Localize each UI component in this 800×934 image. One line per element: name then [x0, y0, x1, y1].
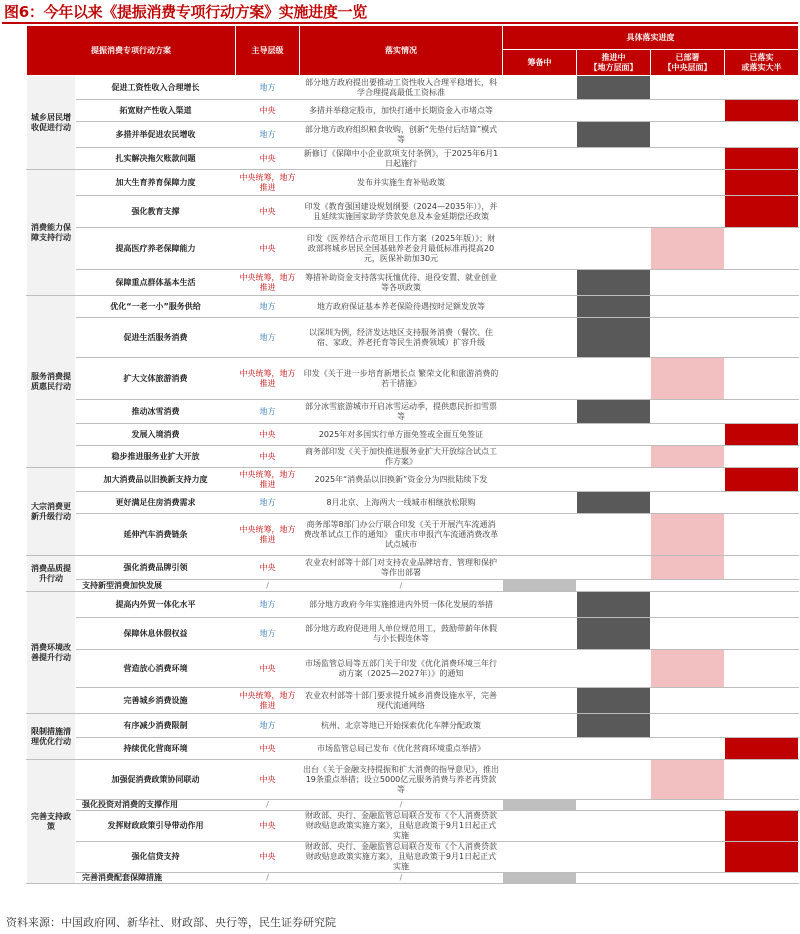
- table-row: [27, 100, 799, 122]
- progress-cell-stage-1: [577, 811, 651, 842]
- measure-cell: 多措并举促进农民增收: [76, 122, 236, 148]
- measure-cell: 促进工资性收入合理增长: [76, 76, 236, 100]
- lead-level-cell: 地方: [236, 296, 300, 318]
- table-row: [27, 592, 799, 618]
- progress-cell-stage-2: [651, 811, 725, 842]
- table-row: [27, 618, 799, 650]
- progress-cell-stage-1: [577, 842, 651, 873]
- progress-cell-stage-0: [503, 811, 577, 842]
- measure-cell: 强化信贷支持: [76, 842, 236, 873]
- header-stage-local: 推进中 【地方层面】: [577, 50, 651, 76]
- lead-level-cell: 中央统筹，地方推进: [236, 170, 300, 196]
- header-stage-preparing: 筹备中: [503, 50, 577, 76]
- progress-cell-stage-0: [503, 468, 577, 492]
- progress-cell-stage-2: [651, 556, 725, 580]
- progress-cell-stage-1: [577, 800, 651, 811]
- table-row: [27, 446, 799, 468]
- progress-cell-stage-1: [577, 122, 651, 148]
- status-cell: 农业农村部等十部门要求提升城乡消费设施水平，完善现代流通网络: [300, 688, 503, 714]
- progress-cell-stage-1: [577, 468, 651, 492]
- table-row: [27, 468, 799, 492]
- progress-cell-stage-3: [725, 148, 799, 170]
- header-status: 落实情况: [300, 26, 503, 76]
- progress-cell-stage-1: [577, 492, 651, 514]
- lead-level-cell: 中央: [236, 100, 300, 122]
- progress-cell-stage-1: [577, 514, 651, 556]
- progress-cell-stage-1: [577, 196, 651, 228]
- progress-cell-stage-3: [725, 800, 799, 811]
- progress-cell-stage-3: [725, 296, 799, 318]
- progress-cell-stage-0: [503, 650, 577, 688]
- measure-cell: 有序减少消费限制: [76, 714, 236, 738]
- measure-cell: 完善消费配套保障措施: [76, 873, 236, 884]
- status-cell: 部分地方政府今年实施推进内外贸一体化发展的举措: [300, 592, 503, 618]
- status-cell: 多措并举稳定股市，加快打通中长期资金入市堵点等: [300, 100, 503, 122]
- status-cell: 以深圳为例，经济发达地区支持服务消费（餐饮、住宿、家政、养老托育等民生消费领域）扩容升级: [300, 318, 503, 358]
- progress-cell-stage-0: [503, 400, 577, 424]
- lead-level-cell: 中央统筹，地方推进: [236, 514, 300, 556]
- progress-cell-stage-2: [651, 424, 725, 446]
- table-row: [27, 556, 799, 580]
- progress-cell-stage-0: [503, 514, 577, 556]
- progress-cell-stage-1: [577, 873, 651, 884]
- header-measure: 提振消费专项行动方案: [27, 26, 236, 76]
- progress-cell-stage-3: [725, 514, 799, 556]
- table-row: [27, 228, 799, 270]
- measure-cell: 加强促消费政策协同联动: [76, 760, 236, 800]
- progress-cell-stage-1: [577, 592, 651, 618]
- table-row: [27, 800, 799, 811]
- status-cell: 杭州、北京等地已开始探索优化车牌分配政策: [300, 714, 503, 738]
- table-row: [27, 842, 799, 873]
- progress-cell-stage-3: [725, 100, 799, 122]
- progress-cell-stage-0: [503, 688, 577, 714]
- lead-level-cell: 中央: [236, 811, 300, 842]
- status-cell: 2025年对多国实行单方面免签或全面互免签证: [300, 424, 503, 446]
- progress-cell-stage-3: [725, 811, 799, 842]
- group-name: 消费能力保障支持行动: [27, 170, 76, 296]
- lead-level-cell: 地方: [236, 122, 300, 148]
- table-row: [27, 148, 799, 170]
- progress-cell-stage-2: [651, 618, 725, 650]
- status-cell: 市场监管总局已发布《优化营商环境重点举措》: [300, 738, 503, 760]
- progress-cell-stage-0: [503, 738, 577, 760]
- progress-cell-stage-2: [651, 446, 725, 468]
- source-note: 资料来源：中国政府网、新华社、财政部、央行等，民生证券研究院: [6, 916, 336, 929]
- lead-level-cell: /: [236, 873, 300, 884]
- table-row: [27, 492, 799, 514]
- progress-cell-stage-1: [577, 556, 651, 580]
- lead-level-cell: 地方: [236, 492, 300, 514]
- progress-cell-stage-0: [503, 76, 577, 100]
- measure-cell: 持续优化营商环境: [76, 738, 236, 760]
- progress-cell-stage-3: [725, 228, 799, 270]
- progress-cell-stage-2: [651, 650, 725, 688]
- status-cell: 部分地方政府提出要推动工资性收入合理平稳增长，科学合理提高最低工资标准: [300, 76, 503, 100]
- progress-cell-stage-1: [577, 318, 651, 358]
- progress-cell-stage-1: [577, 228, 651, 270]
- table-row: [27, 270, 799, 296]
- lead-level-cell: 中央: [236, 424, 300, 446]
- progress-cell-stage-2: [651, 468, 725, 492]
- table-row: [27, 170, 799, 196]
- progress-cell-stage-1: [577, 400, 651, 424]
- progress-cell-stage-3: [725, 196, 799, 228]
- table-row: [27, 122, 799, 148]
- progress-cell-stage-1: [577, 296, 651, 318]
- progress-cell-stage-3: [725, 358, 799, 400]
- progress-cell-stage-1: [577, 580, 651, 592]
- measure-cell: 稳步推进服务业扩大开放: [76, 446, 236, 468]
- status-cell: 部分地方政府促进用人单位规范用工，鼓励带薪年休假与小长假连休等: [300, 618, 503, 650]
- progress-cell-stage-3: [725, 714, 799, 738]
- status-cell: 财政部、央行、金融监管总局联合发布《个人消费贷款财政贴息政策实施方案》，且贴息政策于9月1日起正式实施: [300, 811, 503, 842]
- progress-cell-stage-0: [503, 318, 577, 358]
- status-cell: 部分地方政府组织粮食收购，创新“先垫付后结算”模式等: [300, 122, 503, 148]
- progress-cell-stage-3: [725, 556, 799, 580]
- lead-level-cell: 中央: [236, 760, 300, 800]
- progress-cell-stage-2: [651, 318, 725, 358]
- group-name: 完善支持政策: [27, 760, 76, 884]
- group-name: 大宗消费更新升级行动: [27, 468, 76, 556]
- progress-cell-stage-0: [503, 592, 577, 618]
- progress-cell-stage-2: [651, 873, 725, 884]
- progress-cell-stage-0: [503, 100, 577, 122]
- progress-cell-stage-3: [725, 760, 799, 800]
- measure-cell: 保障休息休假权益: [76, 618, 236, 650]
- table-row: [27, 424, 799, 446]
- lead-level-cell: 地方: [236, 592, 300, 618]
- measure-cell: 延伸汽车消费链条: [76, 514, 236, 556]
- progress-cell-stage-3: [725, 446, 799, 468]
- status-cell: 地方政府保证基本养老保险待遇按时足额发放等: [300, 296, 503, 318]
- progress-cell-stage-0: [503, 800, 577, 811]
- progress-cell-stage-1: [577, 714, 651, 738]
- table-row: [27, 580, 799, 592]
- measure-cell: 扎实解决拖欠账款问题: [76, 148, 236, 170]
- progress-cell-stage-3: [725, 318, 799, 358]
- progress-cell-stage-3: [725, 270, 799, 296]
- progress-cell-stage-3: [725, 688, 799, 714]
- progress-cell-stage-1: [577, 170, 651, 196]
- header-stage-central: 已部署 【中央层面】: [651, 50, 725, 76]
- progress-cell-stage-1: [577, 446, 651, 468]
- progress-cell-stage-1: [577, 76, 651, 100]
- progress-cell-stage-0: [503, 446, 577, 468]
- table-row: [27, 714, 799, 738]
- progress-cell-stage-2: [651, 196, 725, 228]
- progress-cell-stage-2: [651, 122, 725, 148]
- progress-cell-stage-3: [725, 76, 799, 100]
- status-cell: 商务部等8部门办公厅联合印发《关于开展汽车流通消费改革试点工作的通知》 重庆市申报汽车流通消费改革试点城市: [300, 514, 503, 556]
- progress-cell-stage-0: [503, 760, 577, 800]
- progress-cell-stage-2: [651, 580, 725, 592]
- status-cell: 财政部、央行、金融监管总局联合发布《个人消费贷款财政贴息政策实施方案》，且贴息政策于9月1日起正式实施: [300, 842, 503, 873]
- progress-cell-stage-3: [725, 492, 799, 514]
- lead-level-cell: 中央: [236, 148, 300, 170]
- measure-cell: 完善城乡消费设施: [76, 688, 236, 714]
- progress-cell-stage-2: [651, 760, 725, 800]
- status-cell: 发布并实施生育补贴政策: [300, 170, 503, 196]
- lead-level-cell: 中央统筹，地方推进: [236, 358, 300, 400]
- lead-level-cell: 中央: [236, 842, 300, 873]
- progress-cell-stage-2: [651, 170, 725, 196]
- status-cell: 8月北京、上海两大一线城市相继放松限购: [300, 492, 503, 514]
- progress-cell-stage-2: [651, 400, 725, 424]
- progress-cell-stage-0: [503, 270, 577, 296]
- progress-cell-stage-0: [503, 196, 577, 228]
- lead-level-cell: 中央: [236, 556, 300, 580]
- progress-cell-stage-0: [503, 424, 577, 446]
- lead-level-cell: 地方: [236, 400, 300, 424]
- progress-cell-stage-2: [651, 592, 725, 618]
- measure-cell: 提高内外贸一体化水平: [76, 592, 236, 618]
- progress-cell-stage-2: [651, 100, 725, 122]
- measure-cell: 加大消费品以旧换新支持力度: [76, 468, 236, 492]
- lead-level-cell: 中央: [236, 228, 300, 270]
- progress-cell-stage-0: [503, 873, 577, 884]
- status-cell: 印发《关于进一步培育新增长点 繁荣文化和旅游消费的若干措施》: [300, 358, 503, 400]
- table-row: [27, 76, 799, 100]
- progress-cell-stage-1: [577, 650, 651, 688]
- status-cell: /: [300, 580, 503, 592]
- progress-cell-stage-0: [503, 170, 577, 196]
- progress-cell-stage-2: [651, 270, 725, 296]
- progress-cell-stage-2: [651, 714, 725, 738]
- figure-title: 图6：今年以来《提振消费专项行动方案》实施进度一览: [4, 3, 367, 21]
- status-cell: 出台《关于金融支持提振和扩大消费的指导意见》，推出19条重点举措；设立5000亿元服务消费与养老再贷款等: [300, 760, 503, 800]
- measure-cell: 推动冰雪消费: [76, 400, 236, 424]
- progress-cell-stage-1: [577, 738, 651, 760]
- measure-cell: 发挥财政政策引导带动作用: [76, 811, 236, 842]
- progress-cell-stage-0: [503, 296, 577, 318]
- measure-cell: 提高医疗养老保障能力: [76, 228, 236, 270]
- status-cell: /: [300, 873, 503, 884]
- progress-cell-stage-3: [725, 424, 799, 446]
- lead-level-cell: 中央统筹，地方推进: [236, 468, 300, 492]
- progress-cell-stage-3: [725, 842, 799, 873]
- lead-level-cell: /: [236, 800, 300, 811]
- progress-cell-stage-2: [651, 76, 725, 100]
- lead-level-cell: 地方: [236, 618, 300, 650]
- progress-cell-stage-3: [725, 592, 799, 618]
- measure-cell: 保障重点群体基本生活: [76, 270, 236, 296]
- table-row: [27, 760, 799, 800]
- measure-cell: 强化消费品牌引领: [76, 556, 236, 580]
- measure-cell: 强化教育支撑: [76, 196, 236, 228]
- table-row: [27, 811, 799, 842]
- lead-level-cell: 中央统筹，地方推进: [236, 270, 300, 296]
- header-progress: 具体落实进度: [503, 26, 799, 50]
- title-underline: [2, 22, 798, 24]
- table-row: [27, 358, 799, 400]
- progress-cell-stage-2: [651, 148, 725, 170]
- progress-cell-stage-1: [577, 688, 651, 714]
- progress-cell-stage-3: [725, 170, 799, 196]
- progress-cell-stage-3: [725, 650, 799, 688]
- header-lead: 主导层级: [236, 26, 300, 76]
- lead-level-cell: 中央: [236, 196, 300, 228]
- progress-cell-stage-2: [651, 800, 725, 811]
- status-cell: 市场监管总局等五部门关于印发《优化消费环境三年行动方案（2025—2027年）》的通知: [300, 650, 503, 688]
- table-row: [27, 318, 799, 358]
- progress-cell-stage-0: [503, 228, 577, 270]
- measure-cell: 扩大文体旅游消费: [76, 358, 236, 400]
- status-cell: 筹措补助资金支持落实抚恤优待、退役安置、就业创业等各项政策: [300, 270, 503, 296]
- progress-cell-stage-2: [651, 296, 725, 318]
- progress-cell-stage-1: [577, 270, 651, 296]
- progress-cell-stage-2: [651, 842, 725, 873]
- status-cell: 商务部印发《关于加快推进服务业扩大开放综合试点工作方案》: [300, 446, 503, 468]
- progress-cell-stage-2: [651, 688, 725, 714]
- progress-cell-stage-3: [725, 468, 799, 492]
- status-cell: 2025年“消费品以旧换新”资金分为四批陆续下发: [300, 468, 503, 492]
- progress-cell-stage-2: [651, 492, 725, 514]
- measure-cell: 支持新型消费加快发展: [76, 580, 236, 592]
- table-row: [27, 873, 799, 884]
- table-row: [27, 514, 799, 556]
- table-row: [27, 400, 799, 424]
- progress-cell-stage-0: [503, 714, 577, 738]
- progress-cell-stage-3: [725, 618, 799, 650]
- progress-cell-stage-3: [725, 400, 799, 424]
- measure-cell: 促进生活服务消费: [76, 318, 236, 358]
- group-name: 消费品质提升行动: [27, 556, 76, 592]
- progress-cell-stage-0: [503, 618, 577, 650]
- table-row: [27, 738, 799, 760]
- measure-cell: 强化投资对消费的支撑作用: [76, 800, 236, 811]
- progress-cell-stage-3: [725, 122, 799, 148]
- status-cell: 农业农村部等十部门对支持农业品牌培育、管理和保护等作出部署: [300, 556, 503, 580]
- progress-cell-stage-0: [503, 148, 577, 170]
- status-cell: 新修订《保障中小企业款项支付条例》，于2025年6月1日起施行: [300, 148, 503, 170]
- progress-cell-stage-2: [651, 228, 725, 270]
- progress-table: [26, 25, 799, 884]
- header-stage-done: 已落实 或落实大半: [725, 50, 799, 76]
- progress-cell-stage-0: [503, 842, 577, 873]
- lead-level-cell: /: [236, 580, 300, 592]
- group-name: 消费环境改善提升行动: [27, 592, 76, 714]
- progress-cell-stage-3: [725, 580, 799, 592]
- lead-level-cell: 地方: [236, 714, 300, 738]
- status-cell: 部分冰雪旅游城市开启冰雪运动季，提供惠民折扣雪票等: [300, 400, 503, 424]
- progress-cell-stage-1: [577, 358, 651, 400]
- progress-cell-stage-1: [577, 760, 651, 800]
- table-body: [27, 76, 799, 884]
- lead-level-cell: 中央统筹，地方推进: [236, 688, 300, 714]
- group-name: 城乡居民增收促进行动: [27, 76, 76, 170]
- table-row: [27, 296, 799, 318]
- table-row: [27, 688, 799, 714]
- progress-cell-stage-1: [577, 100, 651, 122]
- progress-cell-stage-1: [577, 148, 651, 170]
- measure-cell: 拓宽财产性收入渠道: [76, 100, 236, 122]
- measure-cell: 发展入境消费: [76, 424, 236, 446]
- progress-cell-stage-2: [651, 358, 725, 400]
- lead-level-cell: 地方: [236, 76, 300, 100]
- group-name: 服务消费提质惠民行动: [27, 296, 76, 468]
- progress-cell-stage-3: [725, 873, 799, 884]
- status-cell: /: [300, 800, 503, 811]
- measure-cell: 更好满足住房消费需求: [76, 492, 236, 514]
- progress-cell-stage-0: [503, 556, 577, 580]
- measure-cell: 优化“一老一小”服务供给: [76, 296, 236, 318]
- progress-cell-stage-0: [503, 492, 577, 514]
- progress-cell-stage-1: [577, 618, 651, 650]
- lead-level-cell: 中央: [236, 738, 300, 760]
- table-row: [27, 650, 799, 688]
- progress-cell-stage-2: [651, 514, 725, 556]
- lead-level-cell: 中央: [236, 446, 300, 468]
- progress-cell-stage-0: [503, 122, 577, 148]
- measure-cell: 营造放心消费环境: [76, 650, 236, 688]
- measure-cell: 加大生育养育保障力度: [76, 170, 236, 196]
- progress-cell-stage-3: [725, 738, 799, 760]
- progress-cell-stage-1: [577, 424, 651, 446]
- progress-cell-stage-0: [503, 358, 577, 400]
- group-name: 限制措施清理优化行动: [27, 714, 76, 760]
- table-row: [27, 196, 799, 228]
- progress-cell-stage-0: [503, 580, 577, 592]
- status-cell: 印发《医养结合示范项目工作方案（2025年版）》；财政部将城乡居民全国基础养老金月最低标准再提高20元，医保补助加30元: [300, 228, 503, 270]
- lead-level-cell: 中央: [236, 650, 300, 688]
- progress-cell-stage-2: [651, 738, 725, 760]
- status-cell: 印发《教育强国建设规划纲要（2024—2035年）》，并且延续实施国家助学贷款免息及本金延期偿还政策: [300, 196, 503, 228]
- lead-level-cell: 地方: [236, 318, 300, 358]
